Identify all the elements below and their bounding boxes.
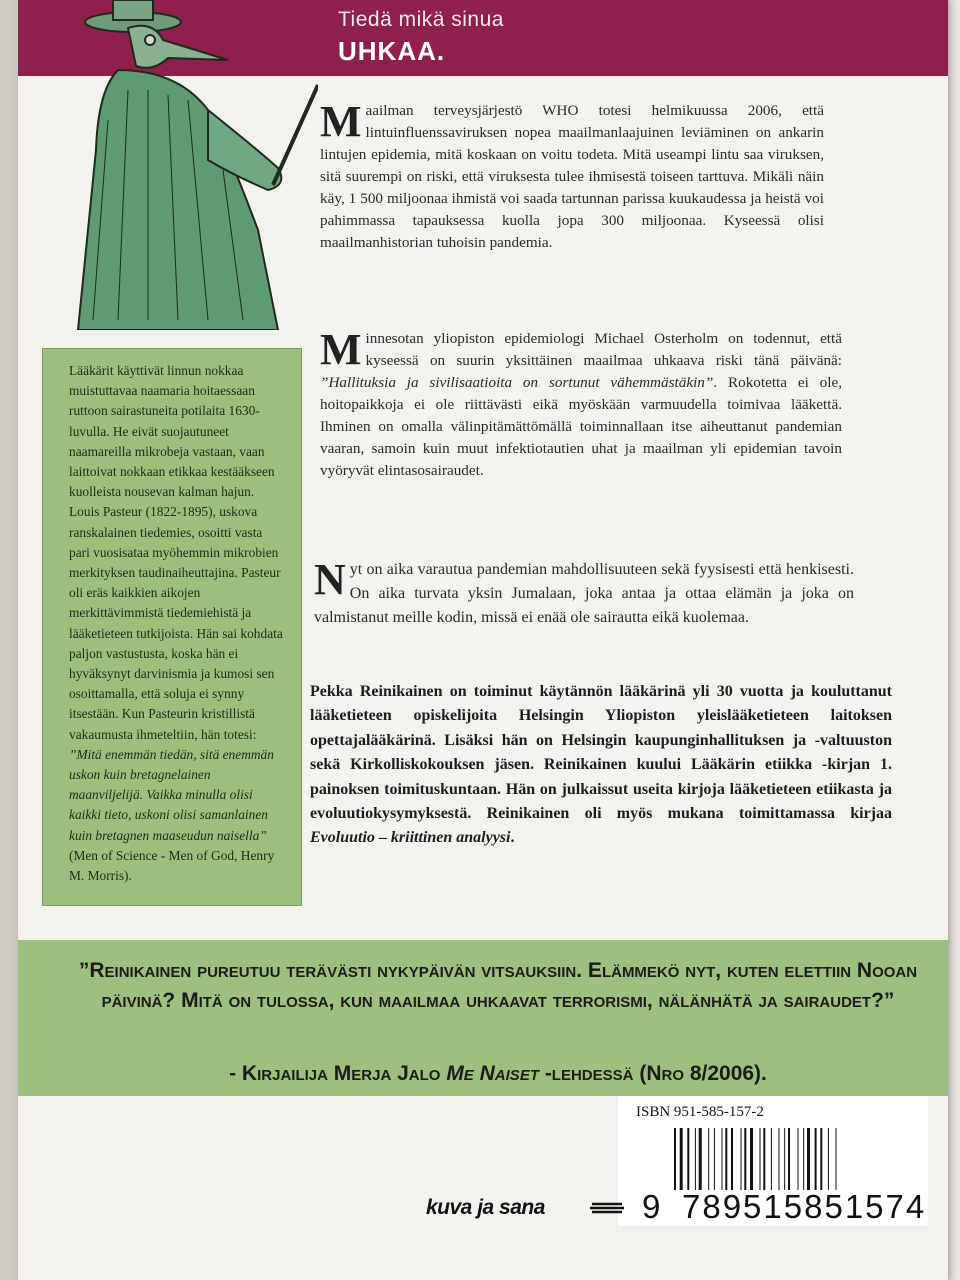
sidebar-caption-box	[42, 348, 302, 906]
paragraph-pandemic	[314, 555, 854, 630]
barcode-bar	[680, 1128, 683, 1190]
barcode-bar	[760, 1128, 761, 1190]
barcode-bar	[828, 1128, 829, 1190]
barcode-bar	[722, 1128, 723, 1190]
book-title: Evoluutio – kriittinen analyysi	[310, 829, 511, 847]
barcode-bar	[779, 1128, 780, 1190]
barcode-bar	[731, 1128, 733, 1190]
barcode-bar	[699, 1128, 702, 1190]
barcode-bar	[725, 1128, 727, 1190]
barcode-bar	[815, 1128, 817, 1190]
review-band	[18, 940, 948, 1096]
barcode-first-digit: 9	[642, 1188, 661, 1225]
isbn-barcode-box	[618, 1096, 928, 1226]
barcode-bar	[674, 1128, 676, 1190]
barcode-bar	[784, 1128, 785, 1190]
sidebar-text	[69, 361, 285, 886]
author-bio	[310, 680, 892, 851]
barcode-digits: 789515851574	[682, 1188, 927, 1225]
review-quote: ”Reinikainen pureutuu terävästi nykypäivän vitsauksiin. Elämmekö nyt, kuten elettiin Nooan päivinä? Mitä on tulossa, kun maailmaa uhkaavat terrorismi, nälänhätä ja sairaudet?”	[78, 959, 918, 1012]
barcode-bar	[803, 1128, 804, 1190]
barcode-bar	[744, 1128, 746, 1190]
paragraph-text: innesotan yliopiston epidemiologi Michael Osterholm on todennut, että kyseessä on suurin yksittäinen maailmaa uhkaava riski tänä päivänä:	[365, 330, 842, 369]
sidebar-source: (Men of Science - Men of God, Henry M. Morris).	[69, 847, 275, 884]
paragraph-text: aailman terveysjärjestö WHO totesi helmikuussa 2006, että lintuinfluenssaviruksen nopea maailmanlaajuinen leviäminen on ankarin lintujen epidemia, mitä koskaan on voitu todeta. Mitä useampi lintu saa viruksen, sitä suurempi on riski, että viruksesta tulee ihmisestä toiseen tarttuva. Mikäli näin käy, 1 500 miljoonaa ihmistä voi saada tartunnan parissa kuukaudessa ja heistä voi pahimmassa tapauksessa kuolla jopa 300 miljoonaa. Kyseessä olisi maailmanhistorian tuhoisin pandemia.	[320, 102, 824, 251]
barcode-bar	[741, 1128, 742, 1190]
barcode-bar	[798, 1128, 799, 1190]
publisher-logo: kuva ja sana	[426, 1196, 545, 1219]
barcode-bar	[750, 1128, 753, 1190]
plague-doctor-illustration	[58, 0, 318, 330]
magazine-name: Me Naiset	[446, 1062, 539, 1085]
barcode-bar	[714, 1128, 715, 1190]
author-bio-end: .	[510, 829, 515, 847]
barcode-bar	[695, 1128, 696, 1190]
paragraph-text: . Rokotetta ei ole, hoitopaikkoja ei ole riittävästi eikä myöskään varmuudella toimivaa lääkettä. Ihminen on omalla välinpitämättömällä toiminnallaan itse aiheuttanut pandemian vaaran, samoin kuin muut infektiotautien uhat ja maailman yli epidemian tavoin vyöryvät elintasosairaudet.	[320, 374, 842, 479]
drop-cap: M	[320, 325, 362, 374]
review-attribution	[78, 1062, 918, 1086]
barcode-bar	[771, 1128, 772, 1190]
barcode-bar	[788, 1128, 790, 1190]
paragraph-osterholm	[320, 325, 842, 482]
barcode-bar	[687, 1128, 689, 1190]
author-bio-text: Pekka Reinikainen on toiminut käytännön lääkärinä yli 30 vuotta ja kouluttanut lääketieteen opiskelijoita Helsingin Yliopiston yleislääketieteen laitoksen opettajalääkärinä. Lisäksi hän on Helsingin kaupunginhallituksen ja -valtuuston sekä Kirkolliskokouksen jäsen. Reinikainen kuului Lääkärin etiikka -kirjan 1. painoksen toimituskuntaan. Hän on julkaissut useita kirjoja lääketieteen etiikasta ja evoluutiokysymyksestä. Reinikainen oli myös mukana toimittamassa kirjaa	[310, 683, 892, 823]
book-back-cover	[18, 0, 948, 1280]
waves-icon	[590, 1200, 624, 1216]
barcode	[674, 1128, 924, 1190]
paragraph-text: yt on aika varautua pandemian mahdollisuuteen sekä fyysisesti että henkisesti. On aika turvata yksin Jumalaan, joka antaa ja ottaa elämän ja joka on valmistanut meille kodin, missä ei enää ole sairautta eikä kuolemaa.	[314, 561, 854, 626]
paragraph-quote: ”Hallituksia ja sivilisaatioita on sortunut vähemmästäkin”	[320, 374, 714, 391]
barcode-bar	[763, 1128, 765, 1190]
attribution-text: - Kirjailija Merja Jalo	[229, 1062, 447, 1085]
attribution-text: -lehdessä (Nro 8/2006).	[538, 1062, 767, 1085]
barcode-bar	[807, 1128, 810, 1190]
header-title: Tiedä mikä sinua	[338, 8, 504, 31]
drop-cap: N	[314, 555, 346, 604]
barcode-bar	[836, 1128, 837, 1190]
sidebar-body: Lääkärit käyttivät linnun nokkaa muistuttavaa naamaria hoitaessaan ruttoon sairastuneita potilaita 1630-luvulla. He eivät suojautuneet naamareilla mikrobeja vastaan, vaan laittoivat nokkaan etikkaa kestääkseen kuolleista nousevan kalman hajun. Louis Pasteur (1822-1895), uskova ranskalainen tiedemies, osoitti vasta pari vuosisataa myöhemmin mikrobien merkityksen taudinaiheuttajina. Pasteur oli eräs kaikkien aikojen merkittävimmistä tiedemiehistä ja lääketieteen tutkijoista. Hän sai kohdata paljon vastustusta, koska hän ei hyväksynyt darvinismia ja kumosi sen osoittamalla, että soluja ei synny itsestään. Kun Pasteurin kristillistä vakaumusta ihmeteltiin, hän totesi:	[69, 363, 283, 742]
barcode-bar	[820, 1128, 822, 1190]
barcode-bar	[708, 1128, 709, 1190]
sidebar-quote: ”Mitä enemmän tiedän, sitä enemmän uskon kuin bretagnelainen maanviljelijä. Vaikka minulla olisi kaikki tieto, uskoni olisi samanlainen kuin bretagnen maaseudun naisella”	[69, 746, 274, 843]
header-subtitle: UHKAA.	[338, 36, 446, 66]
drop-cap: M	[320, 97, 362, 146]
isbn-label: ISBN 951-585-157-2	[636, 1104, 764, 1120]
paragraph-who	[320, 97, 824, 254]
